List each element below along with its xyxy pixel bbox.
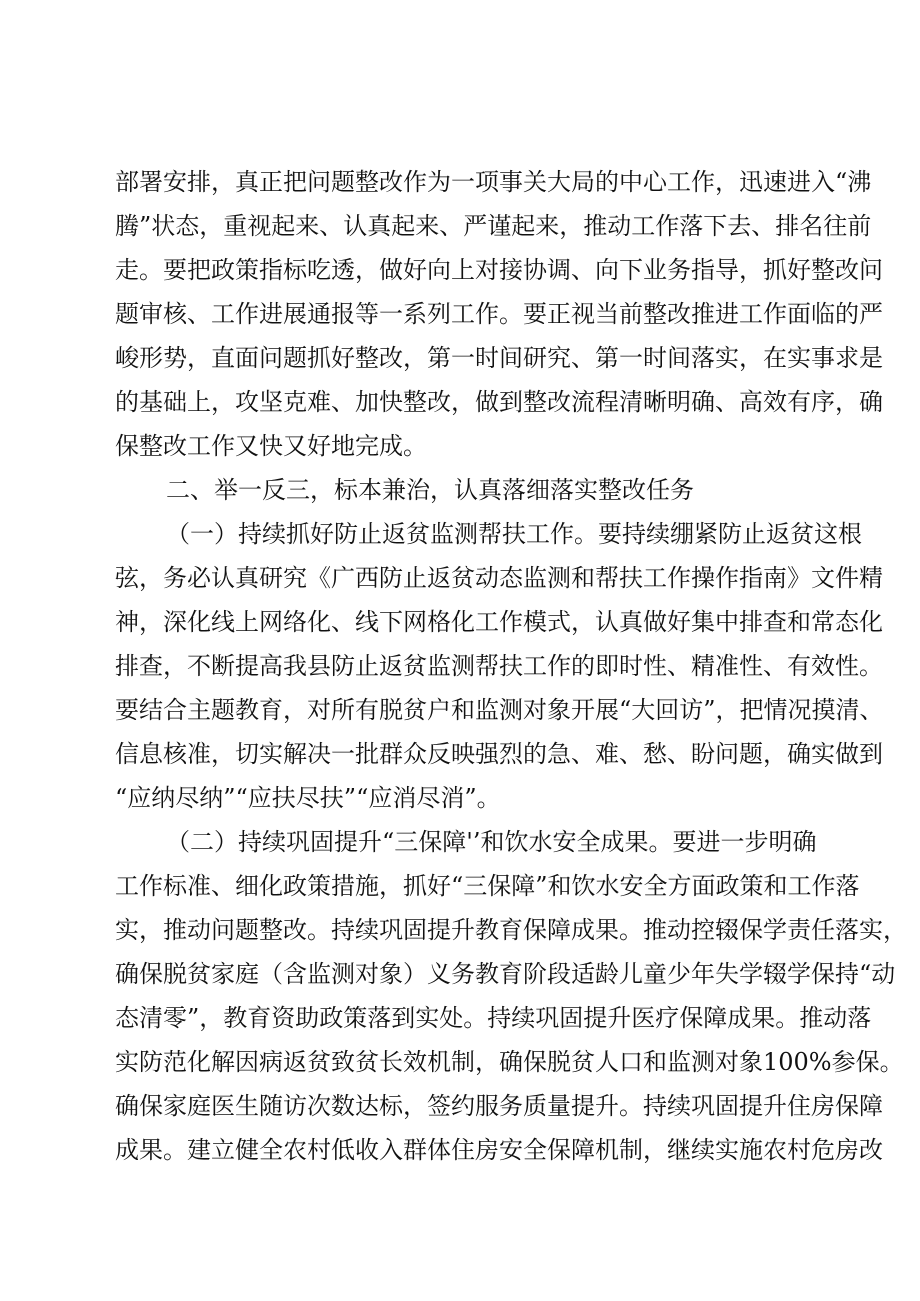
paragraph-line: 题审核、工作进展通报等一系列工作。要正视当前整改推进工作面临的严 xyxy=(115,300,883,328)
paragraph-line: 信息核准，切实解决一批群众反映强烈的急、难、愁、盼问题，确实做到 xyxy=(115,740,883,768)
document-body xyxy=(115,160,907,1172)
paragraph-line: （二）持续巩固提升“三保障'’和饮水安全成果。要进一步明确 xyxy=(166,828,817,856)
paragraph-line: 确保脱贫家庭（含监测对象）义务教育阶段适龄儿童少年失学辍学保持“动 xyxy=(115,960,896,988)
paragraph-line: 态清零”，教育资助政策落到实处。持续巩固提升医疗保障成果。推动落 xyxy=(115,1004,872,1032)
section-heading: 二、举一反三，标本兼治，认真落细落实整改任务 xyxy=(166,476,694,504)
paragraph-line: 确保家庭医生随访次数达标，签约服务质量提升。持续巩固提升住房保障 xyxy=(115,1092,883,1120)
paragraph-line: 峻形势，直面问题抓好整改，第一时间研究、第一时间落实，在实事求是 xyxy=(115,344,883,372)
paragraph-1 xyxy=(115,160,883,468)
paragraph-line: 部署安排，真正把问题整改作为一项事关大局的中心工作，迅速进入“沸 xyxy=(115,168,872,196)
paragraph-line: 成果。建立健全农村低收入群体住房安全保障机制，继续实施农村危房改 xyxy=(115,1136,883,1164)
paragraph-3 xyxy=(115,820,907,1172)
paragraph-line: 排查，不断提高我县防止返贫监测帮扶工作的即时性、精准性、有效性。 xyxy=(115,652,883,680)
paragraph-line: 走。要把政策指标吃透，做好向上对接协调、向下业务指导，抓好整改问 xyxy=(115,256,883,284)
paragraph-line: 弦，务必认真研究《广西防止返贫动态监测和帮扶工作操作指南》文件精 xyxy=(115,564,883,592)
paragraph-line: 实，推动问题整改。持续巩固提升教育保障成果。推动控辍保学责任落实， xyxy=(115,916,907,944)
paragraph-line: 神，深化线上网络化、线下网格化工作模式，认真做好集中排查和常态化 xyxy=(115,608,883,636)
paragraph-line: “应纳尽纳”“应扶尽扶”“应消尽消”。 xyxy=(115,784,501,812)
paragraph-line: （一）持续抓好防止返贫监测帮扶工作。要持续绷紧防止返贫这根 xyxy=(166,520,862,548)
paragraph-2 xyxy=(115,512,884,820)
paragraph-line: 腾”状态，重视起来、认真起来、严谨起来，推动工作落下去、排名往前 xyxy=(115,212,872,240)
paragraph-line: 保整改工作又快又好地完成。 xyxy=(115,432,427,460)
paragraph-line: 的基础上，攻坚克难、加快整改，做到整改流程清晰明确、高效有序，确 xyxy=(115,388,883,416)
paragraph-line: 实防范化解因病返贫致贫长效机制，确保脱贫人口和监测对象100%参保。 xyxy=(115,1048,904,1076)
paragraph-line: 要结合主题教育，对所有脱贫户和监测对象开展“大回访”，把情况摸清、 xyxy=(115,696,884,724)
paragraph-line: 工作标准、细化政策措施，抓好“三保障”和饮水安全方面政策和工作落 xyxy=(115,872,860,900)
